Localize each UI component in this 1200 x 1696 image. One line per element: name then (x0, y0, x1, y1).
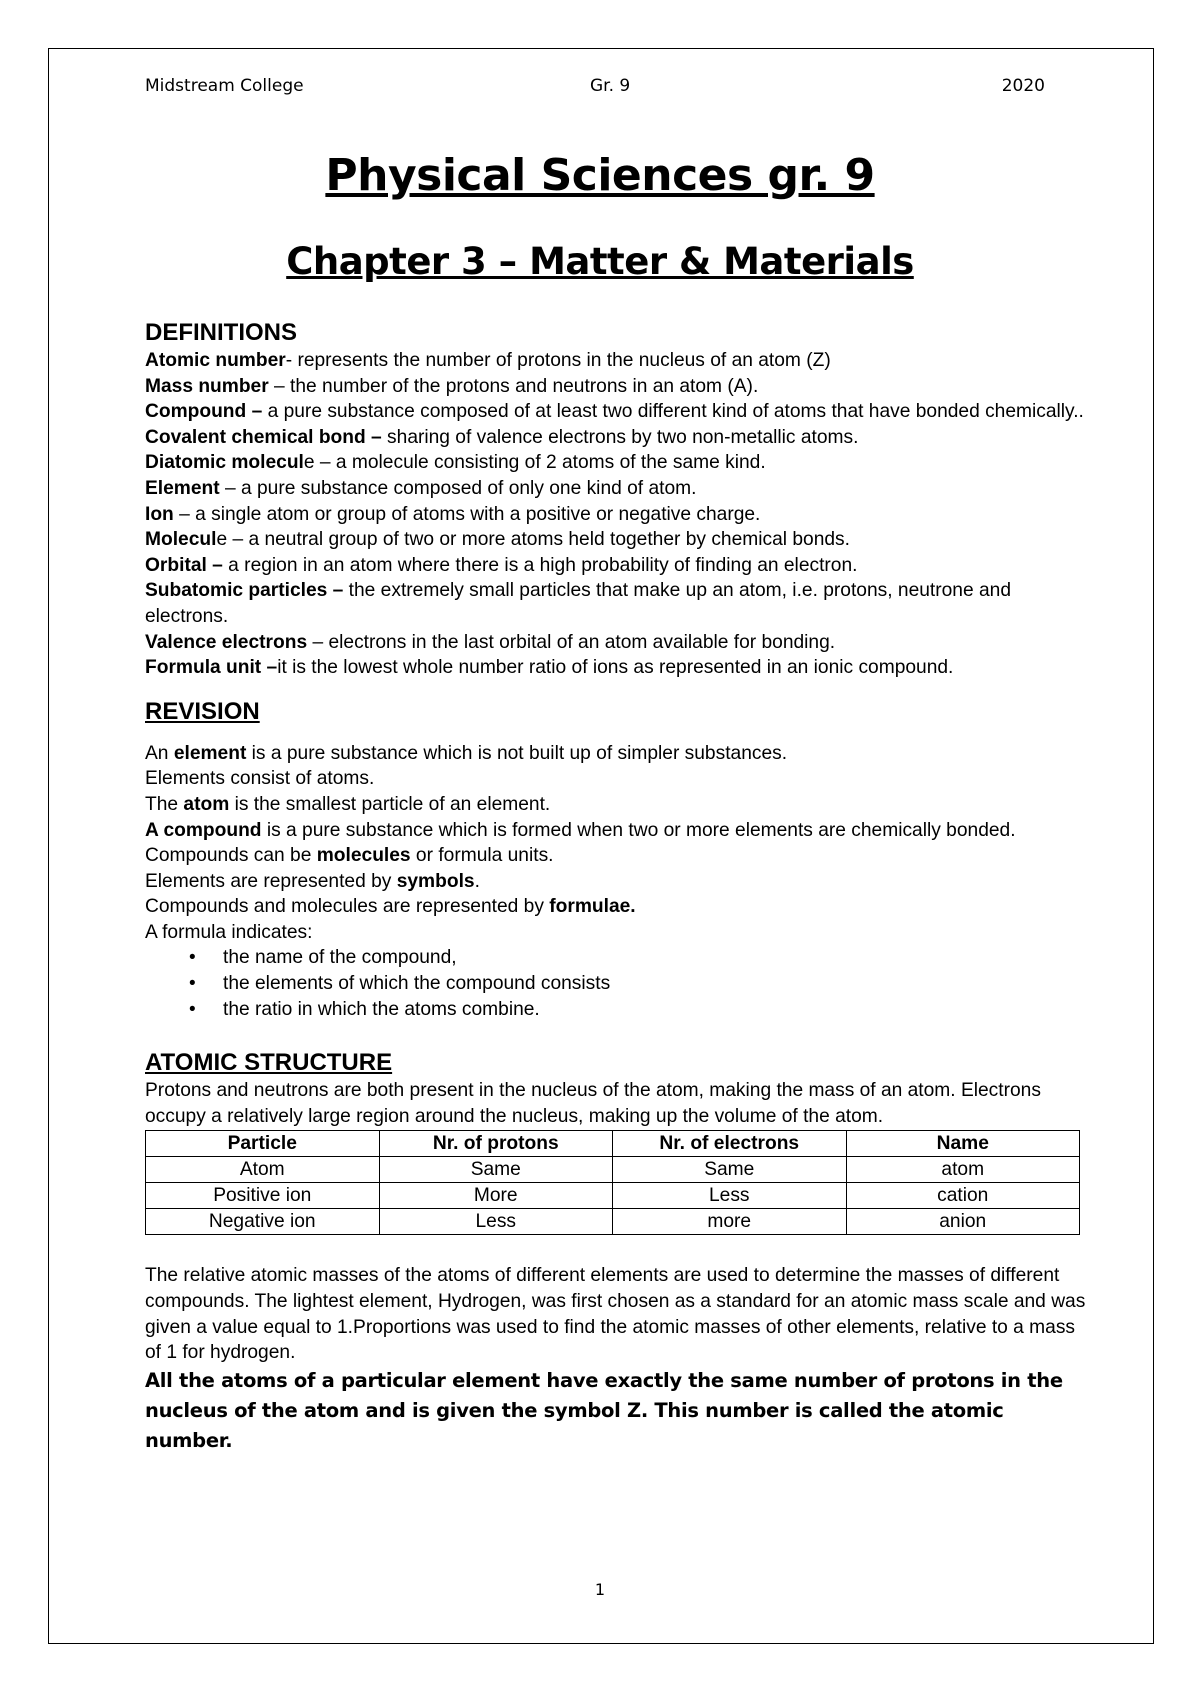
revision-line (145, 869, 1090, 895)
revision-text: is a pure substance which is not built up of simpler substances. (246, 742, 788, 764)
table-row (146, 1209, 1080, 1235)
atomic-number-text: All the atoms of a particular element have exactly the same number of protons in the nucleus of the atom and is given the symbol Z. This number is called the (145, 1368, 1063, 1422)
revision-text: Compounds and molecules are represented by (145, 896, 550, 918)
page-number: 1 (594, 1580, 606, 1599)
definition-text: the extremely small particles that make up an atom, i.e. protons, neutrone and electrons. (145, 580, 1011, 627)
page-header (145, 76, 1045, 100)
definition-item (145, 425, 1090, 451)
definition-text: e – a neutral group of two or more atoms held together by chemical bonds. (216, 529, 850, 551)
header-year: 2020 (1001, 76, 1045, 96)
table-cell: Positive ion (146, 1183, 380, 1209)
list-item: • the name of the compound, (223, 945, 1090, 971)
list-item: • the ratio in which the atoms combine. (223, 997, 1090, 1023)
definition-item (145, 399, 1090, 425)
table-cell: More (379, 1183, 613, 1209)
chapter-title: Chapter 3 – Matter & Materials (286, 240, 914, 283)
definition-text: – a single atom or group of atoms with a positive or negative charge. (173, 503, 761, 525)
table-header: Particle (146, 1131, 380, 1157)
revision-line: A formula indicates: (145, 921, 313, 943)
definition-item (145, 374, 1090, 400)
definition-term: Valence electrons (145, 631, 308, 653)
revision-term: atom (183, 793, 230, 815)
definition-term: Molecul (145, 529, 217, 551)
definition-item (145, 630, 1090, 656)
revision-text: An (145, 742, 174, 764)
revision-term: formulae. (549, 896, 636, 918)
header-grade: Gr. 9 (590, 76, 631, 96)
revision-line (145, 792, 1090, 818)
table-cell: anion (846, 1209, 1080, 1235)
atomic-structure-heading: ATOMIC STRUCTURE (145, 1049, 393, 1077)
definitions-heading: DEFINITIONS (145, 319, 298, 346)
revision-line (145, 894, 1090, 920)
definition-text: e – a molecule consisting of 2 atoms of the same kind. (303, 452, 766, 474)
definition-text: a pure substance composed of at least two different kind of atoms that have bonded chemically.. (262, 401, 1084, 423)
table-row (146, 1183, 1080, 1209)
table-header: Name (846, 1131, 1080, 1157)
revision-heading: REVISION (145, 697, 260, 725)
atomic-mass-paragraph: The relative atomic masses of the atoms of different elements are used to determine the masses of different compounds. The lightest element, Hydrogen, was first chosen as a standard for an atomic mass scale and was given a value equal to 1.Proportions was used to find the atomic masses of other elements, relative to a mass of 1 for hydrogen. (145, 1265, 1086, 1364)
definition-term: Orbital – (145, 554, 223, 576)
list-item: • the elements of which the compound consists (223, 971, 1090, 997)
atomic-intro: Protons and neutrons are both present in the nucleus of the atom, making the mass of an atom. Electrons occupy a relatively large region around the nucleus, making up the volume of the atom. (145, 1080, 1041, 1127)
revision-line: Elements consist of atoms. (145, 768, 375, 790)
definition-text: it is the lowest whole number ratio of ions as represented in an ionic compound. (277, 657, 954, 679)
revision-term: molecules (316, 845, 411, 867)
definition-term: Element (145, 477, 220, 499)
table-header: Nr. of electrons (613, 1131, 847, 1157)
definitions-list (145, 348, 1090, 681)
table-cell: Same (613, 1157, 847, 1183)
revision-section (145, 741, 1090, 1023)
definition-item (145, 450, 1090, 476)
revision-text: is a pure substance which is formed when two or more elements are chemically bonded. (261, 819, 1016, 841)
table-cell: Less (379, 1209, 613, 1235)
definition-item (145, 553, 1090, 579)
table-row (146, 1157, 1080, 1183)
atomic-number-paragraph (145, 1366, 1090, 1456)
definition-term: Compound – (145, 401, 263, 423)
revision-text: . (474, 870, 480, 892)
table-cell: cation (846, 1183, 1080, 1209)
table-cell: Same (379, 1157, 613, 1183)
definition-term: Formula unit – (145, 657, 278, 679)
definition-text: sharing of valence electrons by two non-metallic atoms. (381, 426, 859, 448)
revision-line (145, 818, 1090, 844)
definition-term: Atomic number (145, 350, 286, 371)
definition-text: – a pure substance composed of only one kind of atom. (219, 477, 697, 499)
formula-bullet-list (145, 945, 1090, 1022)
revision-line (145, 741, 1090, 767)
definition-text: – the number of the protons and neutrons in an atom (A). (268, 375, 759, 397)
revision-term: symbols (396, 870, 475, 892)
header-school: Midstream College (145, 76, 304, 96)
document-body (145, 318, 1090, 1456)
definition-term: Covalent chemical bond – (145, 426, 382, 448)
definition-item (145, 578, 1090, 629)
definition-text: a region in an atom where there is a high probability of finding an electron. (222, 554, 858, 576)
revision-text: or formula units. (410, 845, 554, 867)
revision-text: Elements are represented by (145, 870, 397, 892)
particle-table (145, 1130, 1080, 1235)
definition-term: Ion (145, 503, 174, 525)
definition-term: Diatomic molecul (145, 452, 304, 474)
revision-text: is the smallest particle of an element. (229, 793, 551, 815)
definition-item (145, 476, 1090, 502)
atomic-number-term: atomic number. (145, 1398, 1004, 1452)
definition-term: Subatomic particles – (145, 580, 344, 602)
table-header-row (146, 1131, 1080, 1157)
revision-term: element (173, 742, 247, 764)
revision-term: A compound (145, 819, 262, 841)
definition-text: - represents the number of protons in the nucleus of an atom (Z) (285, 350, 831, 371)
revision-text: The (145, 793, 184, 815)
definition-item (145, 655, 1090, 681)
definition-item (145, 527, 1090, 553)
table-cell: atom (846, 1157, 1080, 1183)
table-cell: Negative ion (146, 1209, 380, 1235)
table-header: Nr. of protons (379, 1131, 613, 1157)
definition-item (145, 348, 1090, 374)
revision-text: Compounds can be (145, 845, 317, 867)
revision-line (145, 843, 1090, 869)
page-title: Physical Sciences gr. 9 (325, 150, 875, 201)
definition-item (145, 502, 1090, 528)
definition-term: Mass number (145, 375, 269, 397)
table-cell: Less (613, 1183, 847, 1209)
definition-text: – electrons in the last orbital of an atom available for bonding. (307, 631, 836, 653)
table-cell: Atom (146, 1157, 380, 1183)
table-cell: more (613, 1209, 847, 1235)
